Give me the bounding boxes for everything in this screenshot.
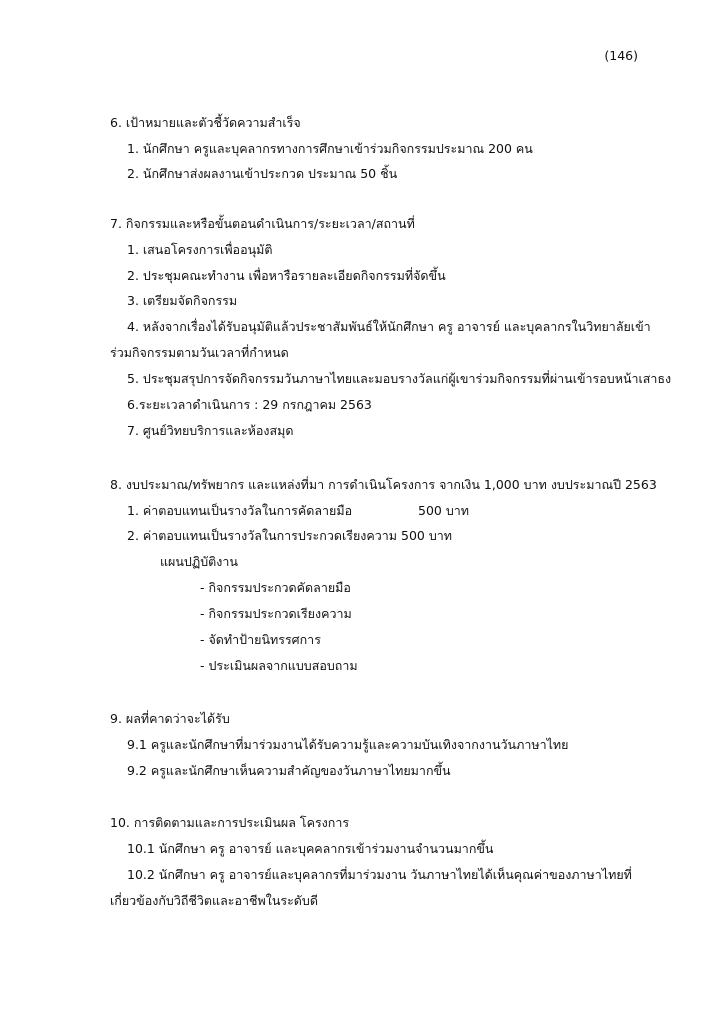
section-7-item-5: 5. ประชุมสรุปการจัดกิจกรรมวันภาษาไทยและมอบรางวัลแก่ผู้เขาร่วมกิจกรรมที่ผ่านเข้ารอบหน้าเสาธง [127,371,672,386]
page-number: (146) [604,48,638,63]
section-7-item-1: 1. เสนอโครงการเพื่ออนุมัติ [127,242,273,257]
section-8-item-1-amount: 500 บาท [418,503,470,518]
section-8-item-1-label: 1. ค่าตอบแทนเป็นรางวัลในการคัดลายมือ [127,503,353,518]
section-9-heading: 9. ผลที่คาดว่าจะได้รับ [110,711,230,726]
section-10-item-1: 10.1 นักศึกษา ครู อาจารย์ และบุคคลากรเข้าร่วมงานจำนวนมากขึ้น [127,841,494,856]
section-7-item-2: 2. ประชุมคณะทำงาน เพื่อหารือรายละเอียดกิจกรรมที่จัดขึ้น [127,268,446,283]
section-10-item-2: 10.2 นักศึกษา ครู อาจารย์และบุคลากรที่มาร่วมงาน วันภาษาไทยได้เห็นคุณค่าของภาษาไทยที่ [127,867,632,882]
plan-item-4: - ประเมินผลจากแบบสอบถาม [200,658,358,673]
section-7-item-4-continued: ร่วมกิจกรรมตามวันเวลาที่กำหนด [110,345,289,360]
section-8-item-2: 2. ค่าตอบแทนเป็นรางวัลในการประกวดเรียงความ 500 บาท [127,528,453,543]
section-9-item-1: 9.1 ครูและนักศึกษาที่มาร่วมงานได้รับความรู้และความบันเทิงจากงานวันภาษาไทย [127,737,569,752]
section-7-heading: 7. กิจกรรมและหรือขั้นตอนดำเนินการ/ระยะเวลา/สถานที่ [110,216,415,231]
plan-item-2: - กิจกรรมประกวดเรียงความ [200,606,352,621]
plan-item-1: - กิจกรรมประกวดคัดลายมือ [200,580,351,595]
section-6-heading: 6. เป้าหมายและตัวชี้วัดความสำเร็จ [110,115,301,130]
section-8-heading: 8. งบประมาณ/ทรัพยากร และแหล่งที่มา การดำเนินโครงการ จากเงิน 1,000 บาท งบประมาณปี 2563 [110,477,657,492]
plan-item-3: - จัดทำป้ายนิทรรศการ [200,632,321,647]
section-7-item-3: 3. เตรียมจัดกิจกรรม [127,293,238,308]
section-6-item-1: 1. นักศึกษา ครูและบุคลากรทางการศึกษาเข้าร่วมกิจกรรมประมาณ 200 คน [127,141,533,156]
section-9-item-2: 9.2 ครูและนักศึกษาเห็นความสำคัญของวันภาษาไทยมากขึ้น [127,763,451,778]
section-10-item-2-continued: เกี่ยวข้องกับวิถีชีวิตและอาชีพในระดับดี [110,893,318,908]
section-10-heading: 10. การติดตามและการประเมินผล โครงการ [110,815,350,830]
section-6-item-2: 2. นักศึกษาส่งผลงานเข้าประกวด ประมาณ 50 ชิ้น [127,166,398,181]
section-7-item-4: 4. หลังจากเรื่องได้รับอนุมัติแล้วประชาสัมพันธ์ให้นักศึกษา ครู อาจารย์ และบุคลากรในวิทยาลัยเข้า [127,319,651,334]
section-7-item-6: 6.ระยะเวลาดำเนินการ : 29 กรกฎาคม 2563 [127,397,372,412]
section-7-item-7: 7. ศูนย์วิทยบริการและห้องสมุด [127,423,294,438]
plan-heading: แผนปฏิบัติงาน [160,554,238,569]
